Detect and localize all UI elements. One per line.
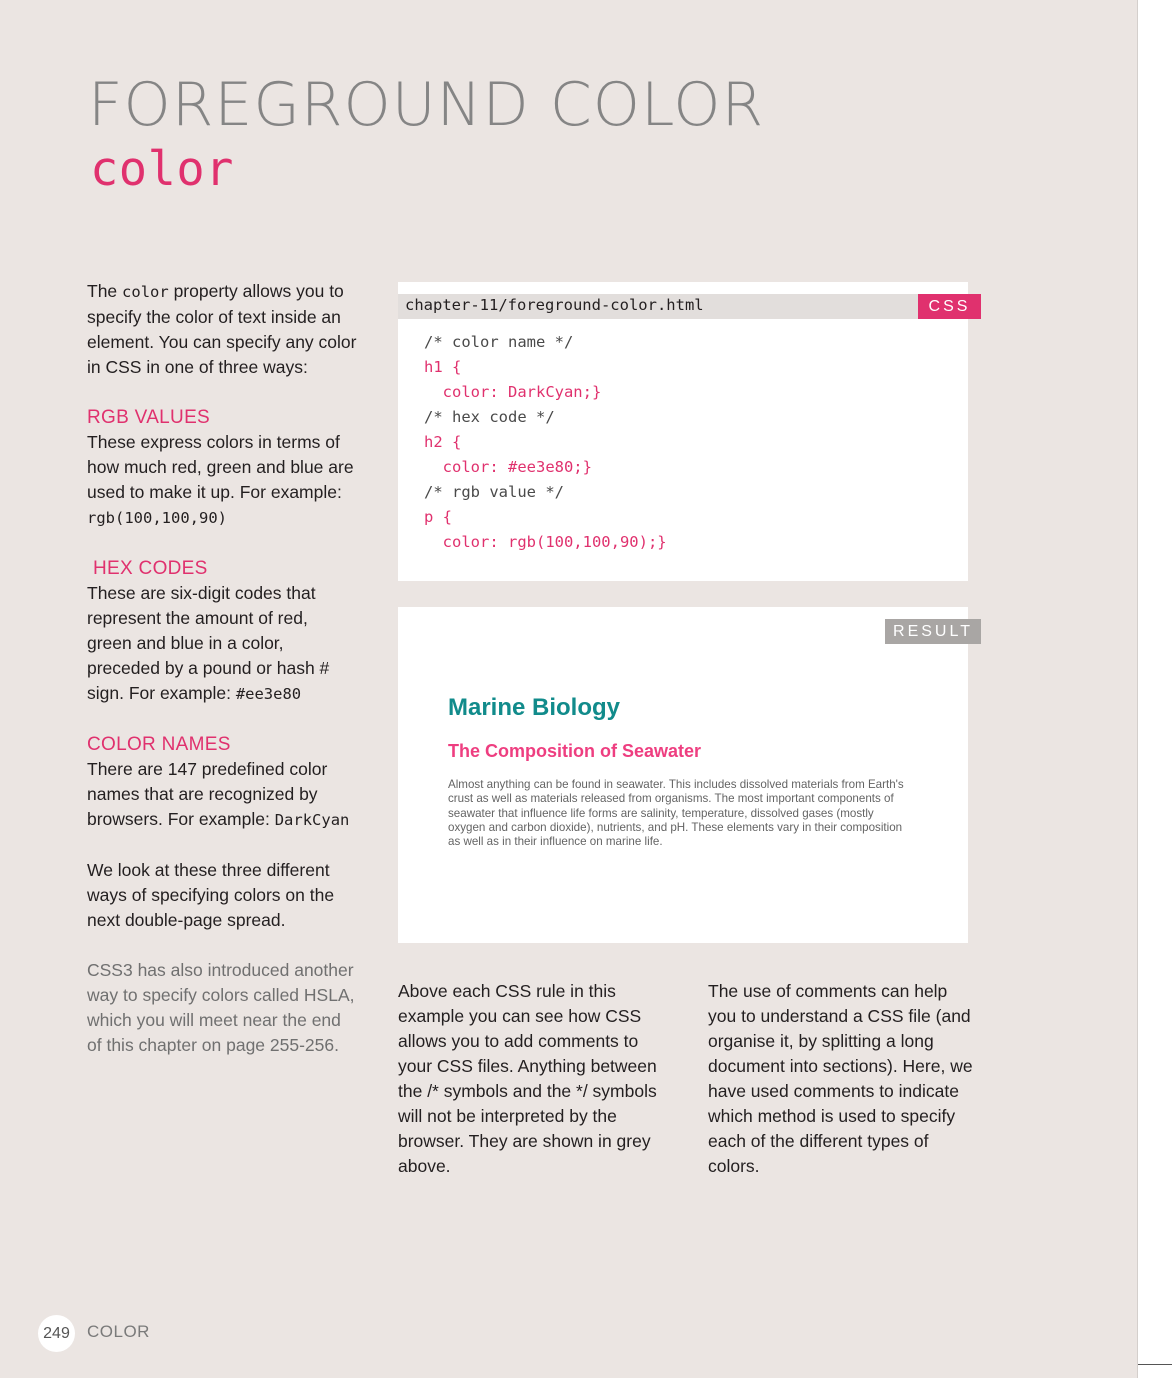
code-line: color: #ee3e80;} [424, 458, 592, 476]
code-block [424, 330, 667, 555]
code-filename: chapter-11/foreground-color.html [405, 296, 704, 314]
rgb-paragraph: These express colors in terms of how much red, green and blue are used to make it up. For example: rgb(100,100,90) [87, 432, 354, 527]
code-line: /* color name */ [424, 333, 574, 351]
column-three [708, 979, 978, 1179]
page-title: FOREGROUND COLOR [88, 70, 765, 140]
hex-heading: HEX CODES [93, 558, 208, 579]
result-tag: RESULT [885, 619, 981, 644]
intro-paragraph: The color property allows you to specify the color of text inside an element. You can specify any color in CSS in one of three ways: [87, 281, 357, 377]
page-number: 249 [38, 1315, 75, 1352]
names-heading: COLOR NAMES [87, 734, 231, 755]
names-example: DarkCyan [274, 811, 350, 829]
code-line: color: DarkCyan;} [424, 383, 602, 401]
left-column [87, 279, 357, 1058]
names-paragraph: There are 147 predefined color names that are recognized by browsers. For example: DarkCyan [87, 759, 350, 829]
code-line: h1 { [424, 358, 462, 376]
comments-paragraph-2: The use of comments can help you to understand a CSS file (and organise it, by splitting a long document into sections). Here, we have used comments to indicate which method is used to specify each of the different types of colors. [708, 981, 973, 1176]
code-filename-bar [398, 294, 981, 319]
result-heading-2: The Composition of Seawater [448, 741, 702, 761]
crop-mark [1138, 1364, 1172, 1365]
column-two [398, 979, 668, 1179]
comments-paragraph-1: Above each CSS rule in this example you can see how CSS allows you to add comments to your CSS files. Anything between the /* symbols and the */ symbols will not be interpreted by the browser. They are shown in grey above. [398, 981, 657, 1176]
hex-example: #ee3e80 [235, 685, 302, 703]
intro-code: color [122, 283, 169, 301]
rgb-heading: RGB VALUES [87, 407, 211, 428]
css3-note: CSS3 has also introduced another way to specify colors called HSLA, which you will meet near the end of this chapter on page 255-256. [87, 960, 355, 1055]
code-line: h2 { [424, 433, 462, 451]
chapter-label: COLOR [87, 1322, 150, 1341]
page-edge [1137, 0, 1138, 1378]
code-line: /* rgb value */ [424, 483, 564, 501]
page-subtitle: color [90, 142, 234, 197]
code-line: color: rgb(100,100,90);} [424, 533, 667, 551]
result-heading-1: Marine Biology [448, 694, 621, 721]
hex-paragraph: These are six-digit codes that represent the amount of red, green and blue in a color, preceded by a pound or hash # sign. For example: #ee3e80 [87, 583, 330, 703]
result-paragraph: Almost anything can be found in seawater. This includes dissolved materials from Earth's crust as well as materials released from organisms. The most important components of seawater that influence life forms are salinity, temperature, dissolved gases (mostly oxygen and carbon dioxide), nutrients, and pH. These elements vary in their composition as well as in their influence on marine life. [448, 778, 904, 849]
closing-paragraph: We look at these three different ways of specifying colors on the next double-page spread. [87, 860, 335, 930]
code-line: /* hex code */ [424, 408, 555, 426]
rgb-example: rgb(100,100,90) [87, 509, 227, 527]
css-tag: CSS [918, 294, 981, 319]
result-panel [398, 607, 968, 943]
code-line: p { [424, 508, 452, 526]
